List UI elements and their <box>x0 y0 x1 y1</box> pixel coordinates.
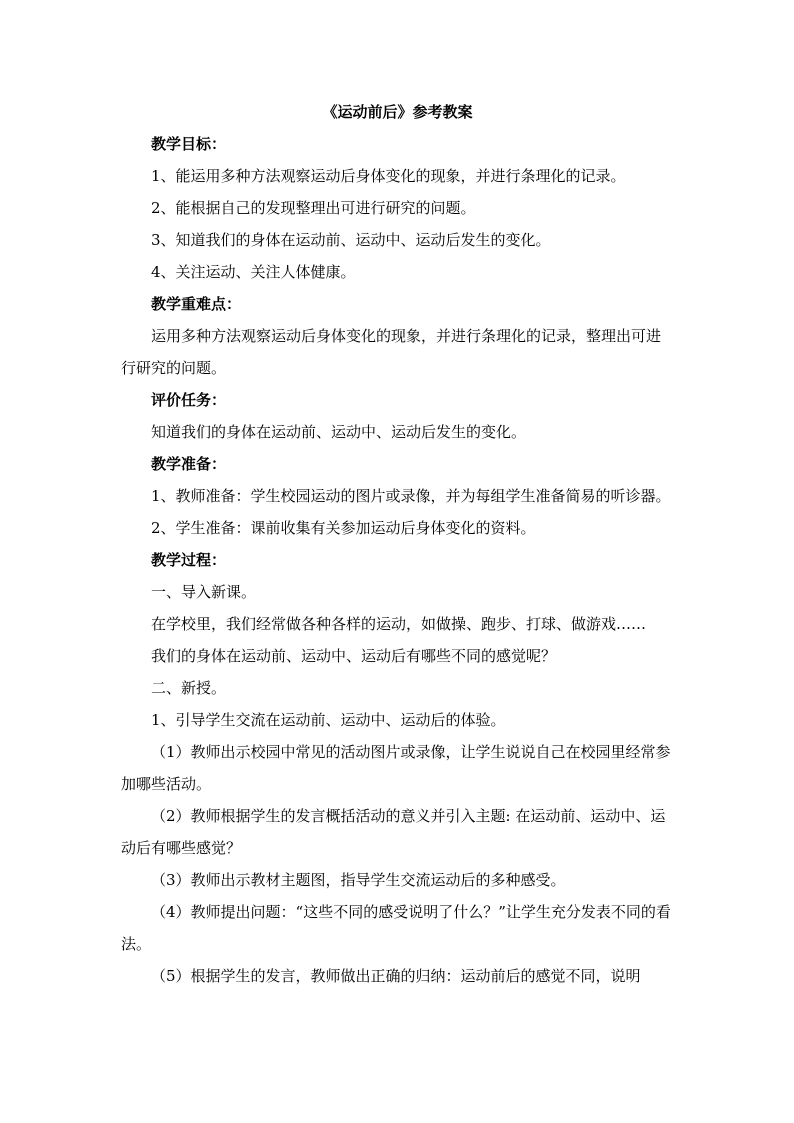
paragraph: 知道我们的身体在运动前、运动中、运动后发生的变化。 <box>151 423 527 441</box>
paragraph: 2、能根据自己的发现整理出可进行研究的问题。 <box>151 199 476 217</box>
document-title: 《运动前后》参考教案 <box>322 103 473 121</box>
paragraph: （3）教师出示教材主题图，指导学生交流运动后的多种感受。 <box>151 871 566 889</box>
paragraph: 一、导入新课。 <box>151 583 257 601</box>
paragraph: 1、教师准备：学生校园运动的图片或录像，并为每组学生准备简易的听诊器。 <box>151 487 671 505</box>
paragraph: （5）根据学生的发言，教师做出正确的归纳：运动前后的感觉不同，说明 <box>151 967 641 985</box>
paragraph: （1）教师出示校园中常见的活动图片或录像，让学生说说自己在校园里经常参加哪些活动。 <box>121 743 671 793</box>
paragraph: （4）教师提出问题：“这些不同的感受说明了什么？”让学生充分发表不同的看法。 <box>121 903 671 953</box>
paragraph: 2、学生准备：课前收集有关参加运动后身体变化的资料。 <box>151 519 536 537</box>
paragraph: 我们的身体在运动前、运动中、运动后有哪些不同的感觉呢？ <box>151 647 557 665</box>
paragraph: （2）教师根据学生的发言概括活动的意义并引入主题: 在运动前、运动中、运动后有哪些感觉？ <box>121 807 666 857</box>
paragraph-list <box>121 128 674 992</box>
paragraph: 1、能运用多种方法观察运动后身体变化的现象，并进行条理化的记录。 <box>151 167 626 185</box>
paragraph: 在学校里，我们经常做各种各样的运动，如做操、跑步、打球、做游戏…… <box>151 615 647 633</box>
document-body <box>121 96 674 992</box>
paragraph: 4、关注运动、关注人体健康。 <box>151 263 356 281</box>
section-heading: 教学过程： <box>151 551 227 569</box>
paragraph: 3、知道我们的身体在运动前、运动中、运动后发生的变化。 <box>151 231 551 249</box>
section-heading: 教学目标： <box>151 135 227 153</box>
section-heading: 评价任务： <box>151 391 227 409</box>
paragraph: 1、引导学生交流在运动前、运动中、运动后的体验。 <box>151 711 506 729</box>
paragraph: 二、新授。 <box>151 679 227 697</box>
section-heading: 教学准备： <box>151 455 227 473</box>
paragraph: 运用多种方法观察运动后身体变化的现象，并进行条理化的记录，整理出可进行研究的问题。 <box>121 327 662 377</box>
section-heading: 教学重难点： <box>151 295 242 313</box>
